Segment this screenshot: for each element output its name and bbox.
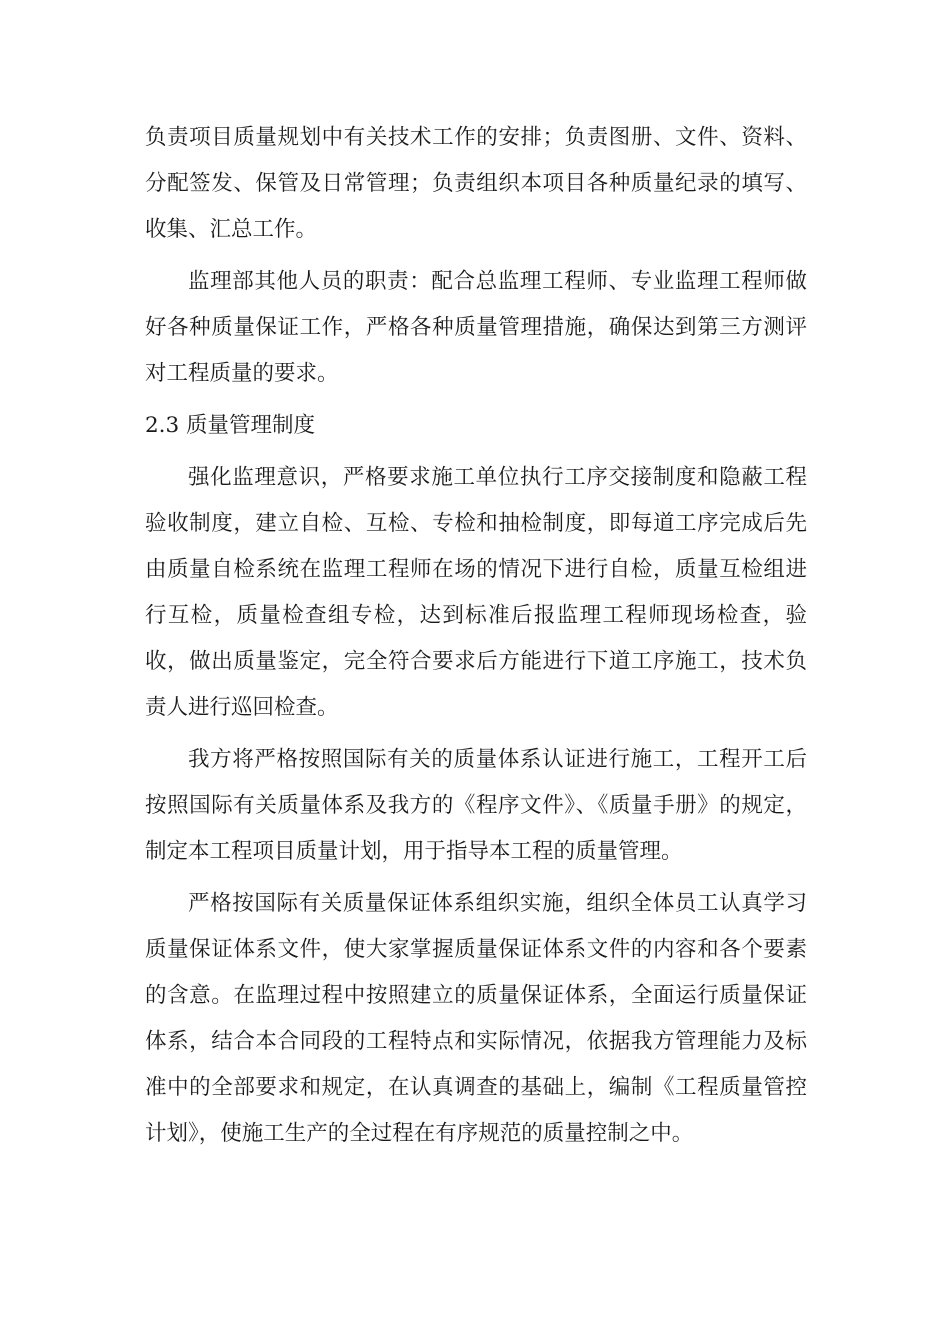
paragraph-quality-system-certification: 我方将严格按照国际有关的质量体系认证进行施工，工程开工后按照国际有关质量体系及我方的《程序文件》、《质量手册》的规定，制定本工程项目质量计划，用于指导本工程的质量管理。 [145,747,807,864]
paragraph-quality-assurance-implementation: 严格按国际有关质量保证体系组织实施，组织全体员工认真学习质量保证体系文件，使大家掌握质量保证体系文件的内容和各个要素的含意。在监理过程中按照建立的质量保证体系，全面运行质量保证体系，结合本合同段的工程特点和实际情况，依据我方管理能力及标准中的全部要求和规定，在认真调查的基础上，编制《工程质量管控计划》，使施工生产的全过程在有序规范的质量控制之中。 [145,891,807,1146]
section-heading-quality-management-system: 2.3 质量管理制度 [145,413,316,438]
document-body [145,115,807,1163]
paragraph-supervision-awareness: 强化监理意识，严格要求施工单位执行工序交接制度和隐蔽工程验收制度，建立自检、互检、专检和抽检制度，即每道工序完成后先由质量自检系统在监理工程师在场的情况下进行自检，质量互检组进行互检，质量检查组专检，达到标准后报监理工程师现场检查，验收，做出质量鉴定，完全符合要求后方能进行下道工序施工，技术负责人进行巡回检查。 [145,465,807,720]
paragraph-responsibilities-continued: 负责项目质量规划中有关技术工作的安排；负责图册、文件、资料、分配签发、保管及日常管理；负责组织本项目各种质量纪录的填写、收集、汇总工作。 [145,125,807,242]
paragraph-other-staff-duties: 监理部其他人员的职责：配合总监理工程师、专业监理工程师做好各种质量保证工作，严格各种质量管理措施，确保达到第三方测评对工程质量的要求。 [145,269,807,386]
